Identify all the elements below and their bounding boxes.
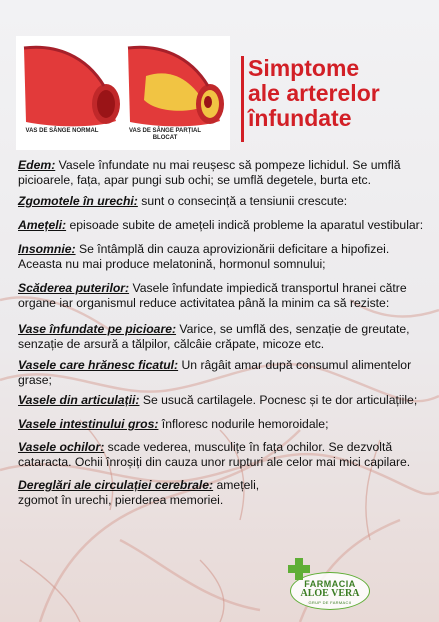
title-line-1: Simptome: [248, 55, 360, 81]
symptom-list: [18, 158, 430, 516]
title-line-3: înfundate: [248, 105, 352, 131]
symptom-text: Varice, se umflă des, senzație de greutate, senzație de arsură a tălpilor, călcâie crăpate, micoze etc.: [18, 322, 410, 351]
symptom-text: Se usucă cartilagele. Pocnesc și te dor articulațiile;: [139, 393, 418, 407]
symptom-text: scade vederea, musculițe în fața ochilor. Se dezvoltă cataracta. Ochii înroșiți din cauza unor rupturi ale celor mai mici capilare.: [18, 440, 411, 469]
symptom-label: Insomnie:: [18, 242, 76, 256]
caption-normal: VAS DE SÂNGE NORMAL: [25, 128, 99, 134]
pharmacy-logo: [286, 558, 370, 610]
symptom-item: [18, 194, 430, 209]
symptom-label: Vasele din articulații:: [18, 393, 140, 407]
symptom-label: Vasele intestinului gros:: [18, 417, 159, 431]
symptom-label: Vase înfundate pe picioare:: [18, 322, 177, 336]
symptom-text: Un râgâit amar după consumul alimentelor grase;: [18, 358, 412, 387]
logo-line-3: GRUP DE FARMACII: [308, 600, 352, 605]
symptom-text: Se întâmplă din cauza aprovizionării deficitare a hipofizei. Aceasta nu mai produce melatonină, hormonul somnului;: [18, 242, 390, 271]
symptom-item: [18, 393, 430, 408]
symptom-item: [18, 358, 430, 388]
symptom-item: [18, 478, 288, 508]
symptom-text: amețeli, zgomot în urechi, pierderea memoriei.: [18, 478, 260, 507]
caption-blocked: VAS DE SÂNGE PARȚIAL BLOCAT: [128, 128, 202, 141]
pharmacy-cross-icon: [288, 558, 310, 580]
artery-illustration: [16, 36, 230, 150]
symptom-item: [18, 242, 430, 272]
symptom-text: înfloresc nodurile hemoroidale;: [158, 417, 329, 431]
symptom-text: Vasele înfundate impiedică transportul hranei către organe iar organismul reduce activitatea până la minim ca să reziste:: [18, 281, 407, 310]
symptom-item: [18, 158, 430, 188]
symptom-label: Scăderea puterilor:: [18, 281, 130, 295]
symptom-text: Vasele înfundate nu mai reușesc să pompeze lichidul. Se umflă picioarele, fața, apar pungi sub ochi; se umflă degetele, burta etc.: [18, 158, 401, 187]
logo-line-2: ALOE VERA: [300, 588, 360, 599]
symptom-item: [18, 417, 430, 432]
symptom-label: Zgomotele în urechi:: [18, 194, 138, 208]
symptom-item: [18, 218, 430, 233]
page-title: [248, 56, 428, 131]
title-accent-bar: [241, 56, 244, 142]
symptom-text: sunt o consecință a tensiunii crescute:: [137, 194, 348, 208]
symptom-label: Vasele ochilor:: [18, 440, 105, 454]
symptom-item: [18, 440, 430, 470]
symptom-item: [18, 281, 430, 311]
logo-line-1: FARMACIA: [304, 579, 356, 589]
symptom-label: Amețeli:: [18, 218, 67, 232]
symptom-label: Vasele care hrănesc ficatul:: [18, 358, 179, 372]
title-line-2: ale arterelor: [248, 80, 380, 106]
symptom-label: Dereglări ale circulației cerebrale:: [18, 478, 214, 492]
symptom-text: episoade subite de amețeli indică probleme la aparatul vestibular:: [66, 218, 424, 232]
symptom-item: [18, 322, 430, 352]
symptom-label: Edem:: [18, 158, 56, 172]
